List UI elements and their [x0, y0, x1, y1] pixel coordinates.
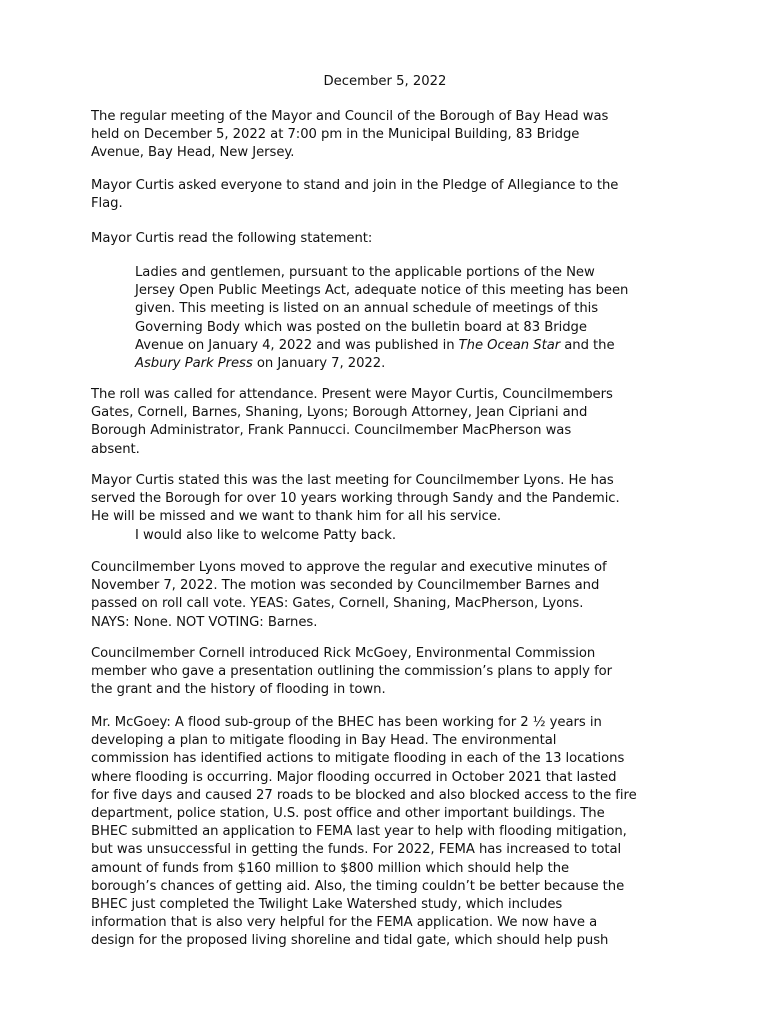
- text-line: Mayor Curtis asked everyone to stand and join in the Pledge of Allegiance to the: [91, 178, 619, 193]
- text-line: November 7, 2022. The motion was seconded by Councilmember Barnes and: [91, 578, 600, 594]
- meeting-date: December 5, 2022: [323, 74, 447, 89]
- text-line: BHEC submitted an application to FEMA last year to help with flooding mitigation,: [91, 824, 627, 840]
- paragraph-mcgoey-intro: [91, 645, 681, 700]
- text-line: passed on roll call vote. YEAS: Gates, Cornell, Shaning, MacPherson, Lyons.: [91, 596, 584, 612]
- text-segment: Avenue on January 4, 2022 and was published in: [135, 337, 459, 353]
- paragraph-meeting-intro: [91, 108, 681, 163]
- text-line: where flooding is occurring. Major flooding occurred in October 2021 that lasted: [91, 769, 617, 785]
- text-line: department, police station, U.S. post office and other important buildings. The: [91, 806, 605, 822]
- text-segment: on January 7, 2022.: [252, 356, 386, 372]
- text-line: but was unsuccessful in getting the funds. For 2022, FEMA has increased to total: [91, 842, 622, 858]
- paragraph-opma-statement: [135, 264, 685, 373]
- text-line: The roll was called for attendance. Present were Mayor Curtis, Councilmembers: [91, 387, 613, 402]
- text-line: information that is also very helpful for the FEMA application. We now have a: [91, 915, 598, 931]
- text-line: Ladies and gentlemen, pursuant to the applicable portions of the New: [135, 265, 595, 280]
- text-line: given. This meeting is listed on an annual schedule of meetings of this: [135, 301, 599, 317]
- text-line: borough’s chances of getting aid. Also, the timing couldn’t be better because the: [91, 878, 625, 894]
- paragraph-minutes-approval: [91, 559, 681, 632]
- text-line: NAYS: None. NOT VOTING: Barnes.: [91, 614, 318, 630]
- text-line: Mayor Curtis stated this was the last meeting for Councilmember Lyons. He has: [91, 473, 614, 488]
- text-line: absent.: [91, 441, 140, 457]
- text-line: member who gave a presentation outlining the commission’s plans to apply for: [91, 664, 613, 680]
- text-segment: and the: [560, 337, 615, 353]
- paragraph-pledge: [91, 177, 681, 213]
- text-line: Mr. McGoey: A flood sub-group of the BHEC has been working for 2 ½ years in: [91, 715, 602, 730]
- publication-name: The Ocean Star: [458, 337, 561, 353]
- text-line: commission has identified actions to mitigate flooding in each of the 13 locations: [91, 751, 625, 767]
- text-line: design for the proposed living shoreline and tidal gate, which should help push: [91, 933, 609, 949]
- text-line: Avenue, Bay Head, New Jersey.: [91, 145, 295, 161]
- text-line: Borough Administrator, Frank Pannucci. Councilmember MacPherson was: [91, 423, 572, 439]
- text-line: served the Borough for over 10 years working through Sandy and the Pandemic.: [91, 491, 620, 507]
- text-line: BHEC just completed the Twilight Lake Watershed study, which includes: [91, 897, 563, 913]
- text-line: I would also like to welcome Patty back.: [135, 527, 396, 543]
- paragraph-roll-call: [91, 386, 681, 459]
- text-line: The regular meeting of the Mayor and Council of the Borough of Bay Head was: [91, 109, 609, 124]
- paragraph-lyons-farewell: [91, 472, 681, 545]
- text-line: He will be missed and we want to thank him for all his service.: [91, 509, 502, 525]
- text-line: Gates, Cornell, Barnes, Shaning, Lyons; Borough Attorney, Jean Cipriani and: [91, 405, 588, 421]
- paragraph-statement-intro: [91, 230, 681, 248]
- text-line: Councilmember Lyons moved to approve the regular and executive minutes of: [91, 560, 607, 575]
- text-line: amount of funds from $160 million to $800 million which should help the: [91, 860, 570, 876]
- text-line: Mayor Curtis read the following statement:: [91, 231, 373, 246]
- text-line: Jersey Open Public Meetings Act, adequate notice of this meeting has been: [135, 283, 629, 299]
- text-line: developing a plan to mitigate flooding in Bay Head. The environmental: [91, 733, 557, 749]
- text-line: for five days and caused 27 roads to be blocked and also blocked access to the fire: [91, 787, 637, 803]
- paragraph-mcgoey-presentation: [91, 714, 681, 951]
- text-line: [135, 337, 685, 355]
- text-line: Flag.: [91, 196, 123, 212]
- text-line: held on December 5, 2022 at 7:00 pm in the Municipal Building, 83 Bridge: [91, 127, 580, 143]
- text-line: the grant and the history of flooding in town.: [91, 682, 386, 698]
- publication-name: Asbury Park Press: [135, 356, 253, 372]
- text-line: [135, 355, 685, 373]
- text-line: Governing Body which was posted on the bulletin board at 83 Bridge: [135, 319, 587, 335]
- text-line: Councilmember Cornell introduced Rick McGoey, Environmental Commission: [91, 646, 596, 661]
